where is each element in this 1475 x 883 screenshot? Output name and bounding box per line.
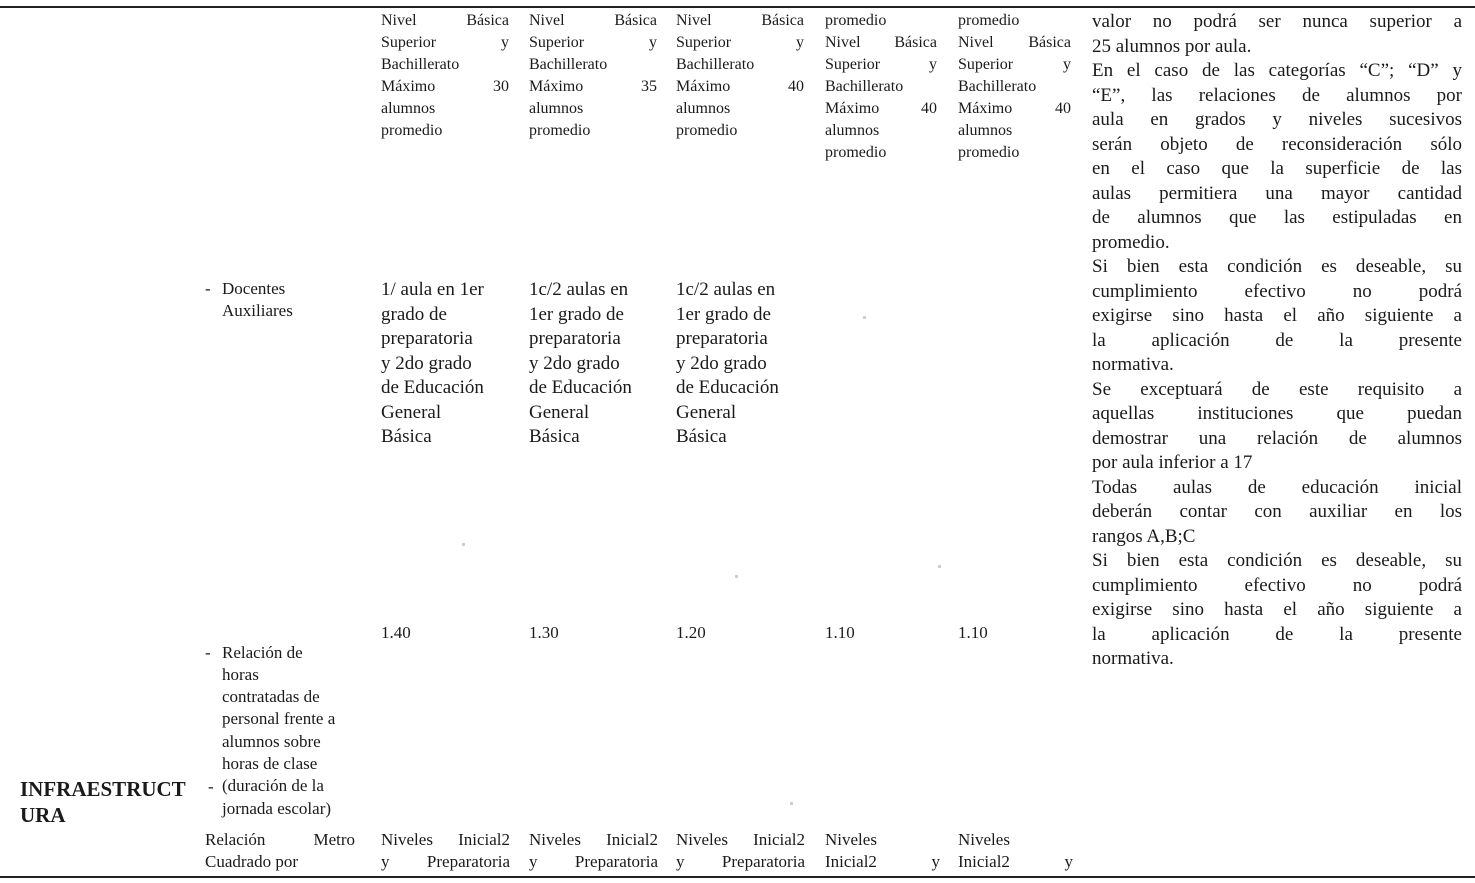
- metro-cell-col1: Niveles Inicial2 y Preparatoria: [381, 830, 510, 872]
- docentes-cell-col1: 1/ aula en 1er grado de preparatoria y 2do grado de Educación General Básica: [381, 279, 484, 447]
- metro-cell-col3: Niveles Inicial2 y Preparatoria: [676, 830, 805, 872]
- observation-paragraph-2: En el caso de las categorías “C”; “D” y “E”, las relaciones de alumnos por aula en grados y niveles sucesivos serán objeto de reconsideración sólo en el caso que la superficie de las aulas permitiera una mayor cantidad de alumnos que las estipuladas en promedio.: [1092, 60, 1462, 253]
- docentes-cell-col3: 1c/2 aulas en 1er grado de preparatoria y 2do grado de Educación General Básica: [676, 279, 779, 447]
- metro-cell-col4: Niveles Inicial2 y: [825, 830, 940, 872]
- scan-speck: [863, 316, 866, 319]
- levels-cell-col4: promedio Nivel Básica Superior y Bachillerato Máximo 40 alumnos promedio: [825, 12, 937, 161]
- observations-column: [1092, 10, 1462, 672]
- scan-speck: [735, 575, 738, 578]
- observation-paragraph-3: Si bien esta condición es deseable, su cumplimiento efectivo no podrá exigirse sino hasta el año siguiente a la aplicación de la presente normativa.: [1092, 256, 1462, 375]
- relacion-horas-value-col1: 1.40: [381, 623, 411, 642]
- docentes-cell-col2: 1c/2 aulas en 1er grado de preparatoria y 2do grado de Educación General Básica: [529, 279, 632, 447]
- metro-cell-col5: Niveles Inicial2 y: [958, 830, 1073, 872]
- observation-paragraph-1: valor no podrá ser nunca superior a 25 alumnos por aula.: [1092, 11, 1462, 57]
- infraestructura-dash: -: [208, 777, 214, 796]
- relacion-horas-value-col5: 1.10: [958, 623, 988, 642]
- table-bottom-rule: [0, 876, 1475, 878]
- infraestructura-heading: INFRAESTRUCT URA: [20, 777, 186, 827]
- scan-speck: [790, 802, 793, 805]
- relacion-horas-value-col2: 1.30: [529, 623, 559, 642]
- scan-speck: [938, 565, 941, 568]
- levels-cell-col2: Nivel Básica Superior y Bachillerato Máximo 35 alumnos promedio: [529, 12, 657, 139]
- table-top-rule: [0, 6, 1475, 8]
- scan-speck: [462, 543, 465, 546]
- relacion-horas-label: - Relación de horas contratadas de personal frente a alumnos sobre horas de clase (duración de la jornada escolar): [205, 642, 336, 818]
- metro-cuadrado-label: Relación Metro Cuadrado por: [205, 830, 355, 872]
- levels-cell-col5: promedio Nivel Básica Superior y Bachillerato Máximo 40 alumnos promedio: [958, 12, 1071, 161]
- metro-cell-col2: Niveles Inicial2 y Preparatoria: [529, 830, 658, 872]
- relacion-horas-value-col3: 1.20: [676, 623, 706, 642]
- relacion-horas-value-col4: 1.10: [825, 623, 855, 642]
- observation-paragraph-5: Todas aulas de educación inicial deberán contar con auxiliar en los rangos A,B;C: [1092, 476, 1462, 547]
- docentes-auxiliares-label: - Docentes Auxiliares: [205, 279, 293, 321]
- levels-cell-col1: Nivel Básica Superior y Bachillerato Máximo 30 alumnos promedio: [381, 12, 509, 139]
- levels-cell-col3: Nivel Básica Superior y Bachillerato Máximo 40 alumnos promedio: [676, 12, 804, 139]
- observation-paragraph-6: Si bien esta condición es deseable, su cumplimiento efectivo no podrá exigirse sino hasta el año siguiente a la aplicación de la presente normativa.: [1092, 550, 1462, 669]
- observation-paragraph-4: Se exceptuará de este requisito a aquellas instituciones que puedan demostrar una relación de alumnos por aula inferior a 17: [1092, 378, 1462, 473]
